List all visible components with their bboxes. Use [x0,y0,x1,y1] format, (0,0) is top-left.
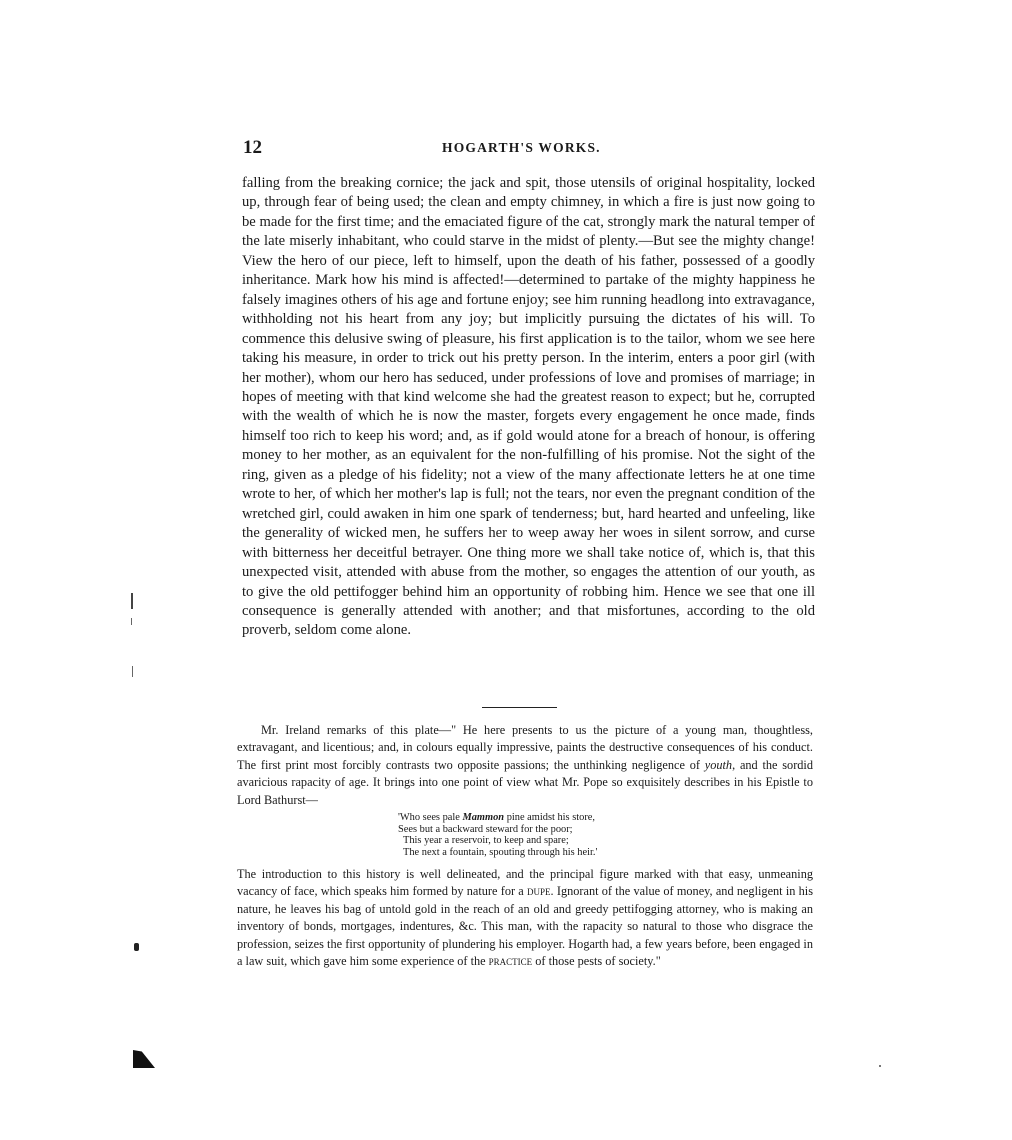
verse-line-3: This year a reservoir, to keep and spare; [403,835,569,847]
verse-line-2: Sees but a backward steward for the poor; [398,823,573,835]
scan-mark-4 [134,943,139,951]
footnote-age: age [348,775,366,790]
small-caps-practice: practice [488,954,533,969]
section-rule [482,707,557,708]
scan-mark-2 [131,618,132,625]
continuation-mid: . Ignorant of the value of money, and negligent in his nature, he leaves his bag of untold gold in the reach of an old and greedy pettifogging attorney, who is making an inventory of bonds, mortgages, indentures, &c. This man, with the rapacity so natural to those who disgrace the profession, seizes the first opportunity of plundering his employer. Hogarth had, a few years before, been engaged in a law suit, which gave him some experience of the [237,884,813,969]
continuation-end: of those pests of society." [535,954,661,969]
scan-mark-1 [131,593,133,609]
verse-line-4: The next a fountain, spouting through his heir.' [403,846,598,858]
footnote-intro-mid: , and the sordid avaricious rapacity of [237,757,813,790]
scan-mark-5 [879,1065,881,1067]
footnote-continuation [237,866,813,970]
footnote-intro-end: . It brings into one point of view what Mr. Pope so exquisitely describes in his Epistle to Lord Bathurst— [237,775,813,807]
running-head: HOGARTH'S WORKS. [442,140,601,155]
footnote-intro-text: Mr. Ireland remarks of this plate—" He here presents to us the picture of a young man, thoughtless, extravagant, and licentious; and, in colours equally impressive, paints the destructive consequences of his conduct. The first print most forcibly contrasts two opposite passions; the unthinking negligence of [237,723,813,772]
footnote-intro [237,722,813,809]
verse-line-1 [398,812,597,824]
footnote-italic-youth: youth [704,757,733,772]
verse-quote [398,812,597,858]
small-caps-dupe: dupe [527,884,551,899]
corner-scan-mark [133,1050,155,1068]
continuation-start: The introduction to this history is well delineated, and the principal figure marked with that easy, unmeaning vacancy of face, which speaks him formed by nature for a [237,867,813,899]
scan-mark-3 [132,666,133,677]
page-number: 12 [243,137,262,158]
verse-line-1-start: 'Who sees pale [398,812,460,823]
main-paragraph: falling from the breaking cornice; the jack and spit, those utensils of original hospitality, locked up, through fear of being used; the clean and empty chimney, in which a fire is just now going to be made for the first time; and the emaciated figure of the cat, strongly mark the natural temper of the late miserly inhabitant, who could starve in the midst of plenty.—But see the mighty change! View the hero of our piece, left to himself, upon the death of his father, possessed of a goodly inheritance. Mark how his mind is affected!—determined to partake of the mighty happiness he falsely imagines others of his age and fortune enjoy; see him running headlong into extravagance, withholding not his heart from any joy; but implicitly pursuing the dictates of his will. To commence this delusive swing of pleasure, his first application is to the tailor, whom we see here taking his measure, in order to trick out his pretty person. In the interim, enters a poor girl (with her mother), whom our hero has seduced, under professions of love and promises of marriage; in hopes of meeting with that kind welcome she had the greatest reason to expect; but he, corrupted with the wealth of which he is now the master, forgets every engagement he once made, finds himself too rich to keep his word; and, as if gold would atone for a breach of honour, is offering money to her mother, as an equivalent for the non-fulfilling of his promise. Not the sight of the ring, given as a pledge of his fidelity; not a view of the many affectionate letters he at one time wrote to her, of which her mother's lap is full; not the tears, nor even the pregnant condition of the wretched girl, could awaken in him one spark of tenderness; but, hard hearted and unfeeling, like the generality of wicked men, he suffers her to weep away her woes in silent sorrow, and curse with bitterness her deceitful betrayer. One thing more we shall take notice of, which is, that this unexpected visit, attended with abuse from the mother, so engages the attention of our youth, as to give the old pettifogger behind him an opportunity of robbing him. Hence we see that one ill consequence is generally attended with another; and that misfortunes, according to the old proverb, seldom come alone. [242,175,815,639]
verse-line-1-end: pine amidst his store, [506,812,595,823]
verse-italic-mammon: Mammon [462,812,505,823]
